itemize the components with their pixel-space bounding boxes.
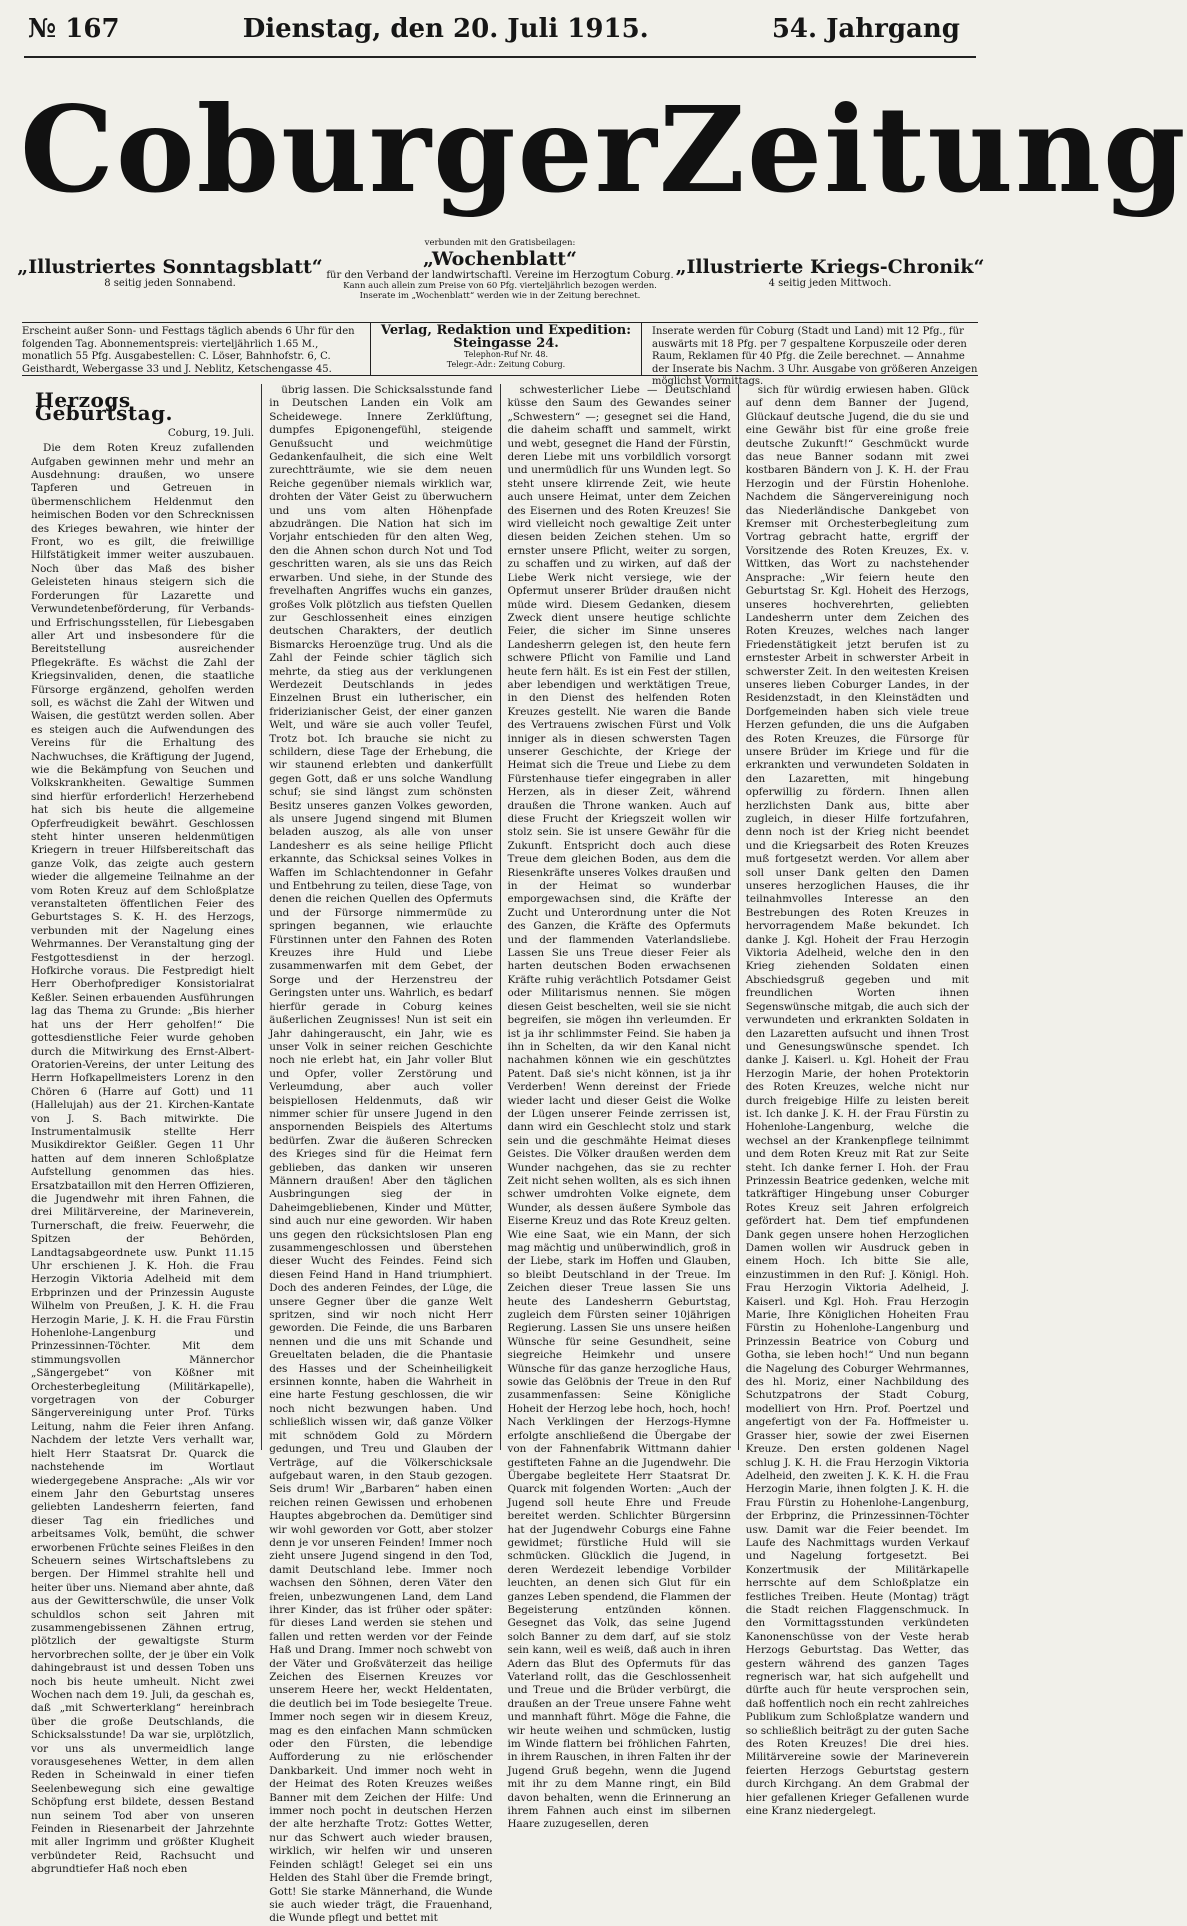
supplement-middle-pre: verbunden mit den Gratisbeilagen:	[424, 238, 576, 248]
supplement-left-note: 8 seitig jeden Sonnabend.	[104, 278, 236, 289]
article-headline: Herzogs Geburtstag.	[35, 388, 174, 426]
issue-date: Dienstag, den 20. Juli 1915.	[242, 14, 649, 44]
column-3-text: schwesterlicher Liebe — Deutschland küsse den Saum des Gewandes seiner „Schwestern“ —; gesegnet sei die Hand, die daheim schafft und sammelt, wirkt und webt, gesegnet die Hand der Fürstin, deren Liebe mit uns vorbildlich vorsorgt und unermüdlich für uns Wunden legt. So steht unsere klirrende Zeit, wie heute auch unsere Heimat, unter dem Zeichen des Eisernen und des Roten Kreuzes! Sie wird vielleicht noch gewaltige Zeit unter diesen beiden Zeichen stehen. Um so ernster unsere Pflicht, weiter zu sorgen, zu schaffen und zu wirken, auf daß der Liebe Werk nicht versiege, wie der Opfermut unserer Brüder draußen nicht müde wird. Diesem Gedanken, diesem Zweck dient unsere heutige schlichte Feier, die sicher im Sinne unseres Landesherrn gelegen ist, den heute fern schwere Pflicht von Familie und Land heute fern hält. Es ist ein Fest der stillen, aber lebendigen und werktätigen Treue, in den Dienst des helfenden Roten Kreuzes gestellt. Nie waren die Bande des Vertrauens zwischen Fürst und Volk inniger als in diesen schwersten Tagen unserer Geschichte, der Kriege der Heimat sich die Treue und Liebe zu dem Fürstenhause tiefer eingegraben in aller Herzen, als in dieser Zeit, während draußen die Throne wanken. Auch auf diese Frucht der Kriegszeit wollen wir stolz sein. Sie ist unsere Gewähr für die Zukunft. Entspricht doch auch diese Treue dem gleichen Boden, aus dem die Riesenkräfte unseres Volkes draußen und in der Heimat so wunderbar emporgewachsen sind, die Kräfte der Zucht und Unterordnung unter die Not des Ganzen, die Kräfte des Opfermuts und der flammenden Vaterlandsliebe. Lassen Sie uns Treue dieser Feier als harten deutschen Boden erwachsenen Kräfte ruhig verächtlich Potsdamer Geist oder Militarismus nennen. Sie mögen diesen Geist beschelten, weil sie sie nicht begreifen, sie mögen ihn verleumden. Er ist ja ihr schlimmster Feind. Sie haben ja ihn in Schelten, da wir den Kanal nicht nachahmen können wie ein geschütztes Patent. Daß sie's nicht können, ist ja ihr Verderben! Wenn dereinst der Friede wieder lacht und dieser Geist die Wolke der Lügen unserer Feinde zerrissen ist, dann wird ein Geschlecht stolz und stark sein und die geschmähte Heimat dieses Geistes. Die Völker draußen werden dem Wunder nachgehen, das sie zu rechter Zeit nicht sehen wollten, als es sich ihnen schwer umdrohten Volke eignete, dem Wunder, als dessen äußere Symbole das Eiserne Kreuz und das Rote Kreuz gelten. Wie eine Saat, wie ein Mann, der sich mag mächtig und unüberwindlich, groß in der Liebe, stark im Hoffen und Glauben, so bleibt Deutschland in der Treue. Im Zeichen dieser Treue lassen Sie uns heute des Landesherrn Geburtstag, zugleich dem Fürsten seiner 10jährigen Regierung. Lassen Sie uns unsere heißen Wünsche für seine Gesundheit, seine siegreiche Heimkehr und unsere Wünsche für das ganze herzogliche Haus, sowie das Gelöbnis der Treue in den Ruf zusammenfassen: Seine Königliche Hoheit der Herzog lebe hoch, hoch, hoch! Nach Verklingen der Herzogs-Hymne erfolgte anschließend die Übergabe der von der Fahnenfabrik Wittmann dahier gestifteten Fahne an die Jugendwehr. Die Übergabe begleitete Herr Staatsrat Dr. Quarck mit folgenden Worten: „Auch der Jugend soll heute Ehre und Freude bereitet werden. Schlichter Bürgersinn hat der Jugendwehr Coburgs eine Fahne gewidmet; fürstliche Huld will sie schmücken. Glücklich die Jugend, in deren Werdezeit lebendige Vorbilder leuchten, an denen sich Glut für ein ganzes Leben spendend, die Flammen der Begeisterung entzünden können. Gesegnet das Volk, das seine Jugend solch Banner zu dem darf, auf sie stolz sein kann, weil es weiß, daß auch in ihren Adern das Blut des Opfermuts für das Vaterland rollt, das die Geschlossenheit und Treue und die Brüder verbürgt, die draußen an der Treue unsere Fahne weht und mannhaft führt. Möge die Fahne, die wir heute weihen und schmücken, lustig im Winde flattern bei fröhlichen Fahrten, in ihrem Rauschen, in ihren Falten ihr der Jugend Gruß begehn, wenn die Jugend mit ihr zu dem Manne ringt, ein Bild davon behalten, wenn die Erinnerung an ihrem Fahnen auch einst im silbernen Haare zuzugesellen, deren	[507, 384, 731, 1831]
supplement-right-note: 4 seitig jeden Mittwoch.	[768, 278, 892, 289]
article-dateline: Coburg, 19. Juli.	[167, 426, 255, 439]
publisher-info	[370, 323, 642, 375]
dateline	[28, 14, 960, 54]
supplement-middle	[320, 238, 680, 316]
publisher-telephone: Telephon-Ruf Nr. 48.	[463, 350, 549, 359]
supplement-right	[675, 238, 985, 316]
supplements-bar	[17, 238, 985, 316]
supplement-middle-note-1: Kann auch allein zum Preise von 60 Pfg. vierteljährlich bezogen werden.	[343, 281, 657, 291]
masthead-right-word: Zeitung	[658, 80, 1187, 219]
masthead-left-word: Coburger	[20, 80, 659, 219]
volume-year: 54. Jahrgang	[771, 14, 960, 44]
supplement-left-title: „Illustriertes Sonntagsblatt“	[17, 256, 323, 278]
supplement-middle-sub: für den Verband der landwirtschaftl. Vereine im Herzogtum Coburg.	[326, 270, 674, 281]
supplement-left	[17, 238, 323, 316]
advertising-info: Inserate werden für Coburg (Stadt und Land) mit 12 Pfg., für auswärts mit 18 Pfg. per 7 gespaltene Korpuszeile oder deren Raum, Reklamen für 40 Pfg. die Zeile berechnet. — Annahme der Inserate bis Nachm. 3 Uhr. Ausgabe von größeren Anzeigen möglichst Vormittags.	[652, 326, 978, 387]
publisher-address: Steingasse 24.	[453, 335, 559, 351]
supplement-right-title: „Illustrierte Kriegs-Chronik“	[675, 256, 985, 278]
masthead	[20, 60, 1187, 240]
column-3	[500, 384, 738, 1831]
column-4-text: sich für würdig erwiesen haben. Glück auf denn dem Banner der Jugend, Glückauf deutsche Jugend, die du sie und eine Gewähr bist für eine große freie deutsche Zukunft!“ Geschmückt wurde das neue Banner sodann mit zwei kostbaren Bändern von J. K. H. der Frau Herzogin und der Fürstin Hohenlohe. Nachdem die Sängervereinigung noch das Niederländische Dankgebet von Kremser mit Orchesterbegleitung zum Vortrag gebracht hatte, ergriff der Vorsitzende des Roten Kreuzes, Ex. v. Wittken, das Wort zu nachstehender Ansprache: „Wir feiern heute den Geburtstag Sr. Kgl. Hoheit des Herzogs, unseres hochverehrten, geliebten Landesherrn unter dem Zeichen des Roten Kreuzes, welches nach langer Friedenstätigkeit jetzt berufen ist zu ernstester Arbeit in schwerster Arbeit in schwerster Zeit. In den weitesten Kreisen unseres lieben Coburger Landes, in der Residenzstadt, in den Kleinstädten und Dorfgemeinden haben sich viele treue Herzen gefunden, die uns die Aufgaben des Roten Kreuzes, die Fürsorge für unsere Brüder im Kriege und für die erkrankten und verwundeten Soldaten in den Lazaretten, mit hingebung opferwillig zu fördern. Ihnen allen herzlichsten Dank aus, bitte aber zugleich, in dieser Hilfe fortzufahren, denn noch ist der Krieg nicht beendet und die Kriegsarbeit des Roten Kreuzes muß fortgesetzt werden. Vor allem aber soll unser Dank gelten den Damen unseres herzoglichen Hauses, die ihr teilnahmvolles Interesse an den Bestrebungen des Roten Kreuzes in hervorragendem Maße bekundet. Ich danke J. Kgl. Hoheit der Frau Herzogin Viktoria Adelheid, welche den in den Krieg ziehenden Soldaten einen Abschiedsgruß gegeben und mit freundlichen Worten ihnen Segenswünsche mitgab, die auch sich der verwundeten und erkrankten Soldaten in den Lazaretten aufsucht und ihnen Trost und Genesungswünsche spendet. Ich danke J. Kaiserl. u. Kgl. Hoheit der Frau Herzogin Marie, der hohen Protektorin des Roten Kreuzes, welche nicht nur durch freigebige Hilfe zu leisten bereit ist. Ich danke J. K. H. der Frau Fürstin zu Hohenlohe-Langenburg, welche die wechsel an der Krankenpflege teilnimmt und dem Roten Kreuz mit Rat zur Seite steht. Ich danke ferner I. Hoh. der Frau Prinzessin Beatrice gedenken, welche mit tatkräftiger Hingebung unser Coburger Rotes Kreuz seit Jahren erfolgreich gefördert hat. Dem tief empfundenen Dank gegen unsere hohen Herzoglichen Damen wollen wir Ausdruck geben in einem Hoch. Ich bitte Sie alle, einzustimmen in den Ruf: J. Königl. Hoh. Frau Herzogin Viktoria Adelheid, J. Kaiserl. und Kgl. Hoh. Frau Herzogin Marie, Ihre Königlichen Hoheiten Frau Fürstin zu Hohenlohe-Langenburg und Prinzessin Beatrice von Coburg und Gotha, sie leben hoch!“ Und nun begann die Nagelung des Coburger Wehrmannes, des hl. Moriz, einer Nachbildung des Schutzpatrons der Stadt Coburg, modelliert von Hrn. Prof. Poertzel und angefertigt von der Fa. Hoffmeister u. Grasser hier, sowie der zwei Eisernen Kreuze. Den ersten goldenen Nagel schlug J. K. H. die Frau Herzogin Viktoria Adelheid, den zweiten J. K. K. H. die Frau Herzogin Marie, ihnen folgten J. K. H. die Frau Fürstin zu Hohenlohe-Langenburg, der Erbprinz, die Prinzessinnen-Töchter usw. Damit war die Feier beendet. Im Laufe des Nachmittags wurden Verkauf und Nagelung fortgesetzt. Bei Konzertmusik der Militärkapelle herrschte auf dem Schloßplatze ein festliches Treiben. Heute (Montag) trägt die Stadt reichen Flaggenschmuck. In den Vormittagsstunden verkündeten Kanonenschüsse von der Veste herab Herzogs Geburtstag. Das Wetter, das gestern während des ganzen Tages regnerisch war, hat sich aufgehellt und dürfte auch für heute versprochen sein, daß hoffentlich noch ein recht zahlreiches Publikum zum Schloßplatze wandern und so schließlich beiträgt zu der guten Sache des Roten Kreuzes! Die drei hies. Militärvereine sowie der Marineverein feierten Herzogs Geburtstag gestern durch Kirchgang. An dem Grabmal der hier gefallenen Krieger Gefallenen wurde eine Kranz niedergelegt.	[745, 384, 969, 1818]
column-1	[24, 384, 261, 1876]
column-1-text: Die dem Roten Kreuz zufallenden Aufgaben gewinnen mehr und mehr an Ausdehnung: draußen, wo unsere Tapferen und Getreuen in übermenschlichem Heldenmut den heimischen Boden vor den Schrecknissen des Krieges bewahren, wie hinter der Front, wo es gilt, die freiwillige Hilfstätigkeit immer weiter auszubauen. Noch über das Maß des bisher Geleisteten hinaus steigern sich die Forderungen für Lazarette und Verwundetenbeförderung, für Verbands- und Erfrischungsstellen, für Liebesgaben aller Art und insbesondere für die Bereitstellung ausreichender Pflegekräfte. Es wächst die Zahl der Kriegsinvaliden, denen, die staatliche Fürsorge ergänzend, geholfen werden soll, es wächst die Zahl der Witwen und Waisen, die gestützt werden sollen. Aber es steigen auch die Aufwendungen des Vereins für die Erhaltung des Nachwuchses, die Kräftigung der Jugend, wie die Bekämpfung von Seuchen und Volkskrankheiten. Gewaltige Summen sind hierfür erforderlich! Herzerhebend hat sich bis heute die allgemeine Opferfreudigkeit bewährt. Geschlossen steht hinter unseren heldenmütigen Kriegern in treuer Hilfsbereitschaft das ganze Volk, das zeigte auch gestern wieder die allgemeine Teilnahme an der vom Roten Kreuz auf dem Schloßplatze veranstalteten öffentlichen Feier des Geburtstages S. K. H. des Herzogs, verbunden mit der Nagelung eines Wehrmannes. Der Veranstaltung ging der Festgottesdienst in der herzogl. Hofkirche voraus. Die Festpredigt hielt Herr Oberhofprediger Konsistorialrat Keßler. Seinen erbauenden Ausführungen lag das Thema zu Grunde: „Bis hierher hat uns der Herr geholfen!“ Die gottesdienstliche Feier wurde gehoben durch die Mitwirkung des Ernst-Albert-Oratorien-Vereins, der unter Leitung des Herrn Hofkapellmeisters Lorenz in den Chören 6 (Harre auf Gott) und 11 (Hallelujah) aus der 21. Kirchen-Kantate von J. S. Bach mitwirkte. Die Instrumentalmusik stellte Herr Musikdirektor Geißler. Gegen 11 Uhr hatten auf dem inneren Schloßplatze Aufstellung genommen das hies. Ersatzbataillon mit den Herren Offizieren, die Jugendwehr mit ihren Fahnen, die drei Militärvereine, der Marineverein, Turnerschaft, die freiw. Feuerwehr, die Spitzen der Behörden, Landtagsabgeordnete usw. Punkt 11.15 Uhr erschienen J. K. Hoh. die Frau Herzogin Viktoria Adelheid mit dem Erbprinzen und der Prinzessin Auguste Wilhelm von Preußen, J. K. H. die Frau Herzogin Marie, J. K. H. die Frau Fürstin Hohenlohe-Langenburg und Prinzessinnen-Töchter. Mit dem stimmungsvollen Männerchor „Sängergebet“ von Kößner mit Orchesterbegleitung (Militärkapelle), vorgetragen von der Coburger Sängervereinigung unter Prof. Türks Leitung, nahm die Feier ihren Anfang. Nachdem der letzte Vers verhallt war, hielt Herr Staatsrat Dr. Quarck die nachstehende im Wortlaut wiedergegebene Ansprache: „Als wir vor einem Jahr den Geburtstag unseres geliebten Landesherrn feierten, fand dieser Tag ein friedliches und arbeitsames Volk, bemüht, die schwer erworbenen Früchte seines Fleißes in den Scheuern seines Wirtschaftslebens zu bergen. Der Himmel strahlte hell und heiter über uns. Niemand aber ahnte, daß aus der Gewitterschwüle, die unser Volk schuldlos schon seit Jahren mit zusammengebissenen Zähnen ertrug, plötzlich der gewaltigste Sturm hervorbrechen sollte, der je über ein Volk dahingebraust ist und dessen Toben uns noch bis heute umheult. Nicht zwei Wochen nach dem 19. Juli, da geschah es, daß „mit Schwerterklang“ hereinbrach über die große Deutschlands, die Schicksalsstunde! Da war sie, urplötzlich, vor uns als unvermeidlich lange vorausgesehenes Wetter, in dem allen Reden in Scheinwald in einer tiefen Seelenbewegung sich eine gewaltige Schöpfung erst bildete, dessen Bestand nun seinem Tod aber von unseren Feinden in Riesenarbeit der Jahrzehnte mit aller Ingrimm und größter Klugheit verbündeter Reid, Rachsucht und abgrundtiefer Haß noch eben	[31, 442, 255, 1876]
publisher-heading: Verlag, Redaktion und Expedition:	[380, 323, 632, 338]
column-2-text: übrig lassen. Die Schicksalsstunde fand in Deutschen Landen ein Volk am Scheidewege. Innere Zerklüftung, dumpfes Epigonengefühl, steigende Genußsucht und weichmütige Gedankenfaulheit, die sich eine Welt zurechtträumte, wie sie dem neuen Reiche gegenüber niemals wirklich war, drohten der Väter Geist zu überwuchern und uns vom alten Höhenpfade abzudrängen. Die Nation hat sich im Vorjahr entschieden für den alten Weg, den die Ahnen schon durch Not und Tod geschritten waren, als sie uns das Reich erwarben. Und siehe, in der Stunde des frevelhaften Angriffes wuchs ein ganzes, großes Volk plötzlich aus tiefsten Quellen zur Geschlossenheit eines einzigen deutschen Charakters, der deutlich Bismarcks Heroenzüge trug. Und als die Zahl der Feinde schier täglich sich mehrte, da stieg aus der verklungenen Werdezeit Deutschlands in jedes Einzelnen Brust ein lutherischer, ein friderizianischer Geist, der einer ganzen Welt, und wäre sie auch voller Teufel, Trotz bot. Ich brauche sie nicht zu schildern, diese Tage der Erhebung, die wir staunend erlebten und dankerfüllt gegen Gott, daß er uns solche Wandlung schuf; sie sind längst zum schönsten Besitz unseres ganzen Volkes geworden, als unsere Jugend singend mit Blumen beladen auszog, als alle von unser Landesherr es als seine heilige Pflicht erkannte, das Schicksal seines Volkes in Waffen im Schlachtendonner in Gefahr und Entbehrung zu teilen, diese Tage, von denen die reichen Quellen des Opfermuts und der Fürsorge nimmermüde zu springen begannen, wie erlauchte Fürstinnen unter den Fahnen des Roten Kreuzes ihre Huld und Liebe zusammenwarfen mit dem Gebet, der Sorge und der Herzenstreu der Geringsten unter uns. Wahrlich, es bedarf hierfür gerade in Coburg keines äußerlichen Zeugnisses! Nun ist seit ein Jahr dahingerauscht, ein Jahr, wie es unser Volk in seiner reichen Geschichte noch nie erlebt hat, ein Jahr voller Blut und Opfer, voller Zerstörung und Verleumdung, aber auch voller beispiellosen Heldenmuts, daß wir nimmer schier für unsere Jugend in den anspornenden Beispiels des Altertums bedürfen. Zwar die äußeren Schrecken des Krieges sind für die Heimat fern geblieben, das danken wir unseren Männern draußen! Aber den täglichen Ausbringungen sieg der in Daheimgebliebenen, Kinder und Mütter, sind auch nur eine geworden. Wir haben uns gegen den rücksichtslosen Plan eng zusammengeschlossen und überstehen dieser Wucht des Feindes. Feind sich diesen Feind Hand in Hand triumphiert. Doch des anderen Feindes, der Lüge, die unsere Gegner über die ganze Welt spritzen, sind wir noch nicht Herr geworden. Die Feinde, die uns Barbaren nennen und die uns mit Schande und Greueltaten beladen, die die Phantasie des Hasses und der Scheinheiligkeit ersinnen konnte, haben die Wahrheit in eine harte Festung geschlossen, die wir noch nicht bezwungen haben. Und schließlich wissen wir, daß ganze Völker mit schnödem Gold zu Mördern gedungen, und Treu und Glauben der Verträge, auf die Völkerschicksale aufgebaut waren, in den Staub gezogen. Seis drum! Wir „Barbaren“ haben einen reichen reinen Gewissen und erhobenen Hauptes abgebrochen da. Demütiger sind wir wohl geworden vor Gott, aber stolzer denn je vor unseren Feinden! Immer noch zieht unsere Jugend singend in den Tod, damit Deutschland lebe. Immer noch wachsen den Söhnen, deren Väter den freien, unbezwungenen Land, dem Land ihrer Kinder, das ist früher oder später: für dieses Land werden sie stehen und fallen und retten werden vor der Feinde Haß und Drang. Immer noch schwebt von der Väter und Großväterzeit das heilige Zeichen des Eisernen Kreuzes vor unserem Heere her, weckt Heldentaten, die deutlich bei im Tode besiegelte Treue. Immer noch segen wir in diesem Kreuz, mag es den einfachen Mann schmücken oder den Fürsten, die lebendige Aufforderung zu nie erlöschender Dankbarkeit. Und immer noch weht in der Heimat des Roten Kreuzes weißes Banner mit dem Zeichen der Hilfe: Und immer noch pocht in deutschen Herzen der alte herzhafte Trotz: Gottes Wetter, nur das Schwert auch wieder brausen, wirklich, wir helfen wir und unseren Feinden schlägt! Geleget sei ein uns Helden des Stahl über die Fremde bringt, Gott! Sie starke Männerhand, die Wunde sie auch wieder trägt, die Frauenhand, die Wunde pflegt und bettet mit	[269, 384, 493, 1925]
article-columns	[24, 384, 976, 1925]
issue-number: № 167	[28, 14, 120, 44]
info-bar	[22, 322, 978, 387]
supplement-middle-note-2: Inserate im „Wochenblatt“ werden wie in der Zeitung berechnet.	[359, 291, 641, 301]
column-4	[738, 384, 976, 1818]
column-2	[261, 384, 499, 1925]
supplement-middle-title: „Wochenblatt“	[423, 248, 577, 270]
top-rule	[24, 56, 976, 58]
publisher-telegram: Telegr.-Adr.: Zeitung Coburg.	[446, 360, 566, 369]
subscription-info: Erscheint außer Sonn- und Festtags täglich abends 6 Uhr für den folgenden Tag. Abonnementspreis: vierteljährlich 1.65 M., monatlich 55 Pfg. Ausgabestellen: C. Löser, Bahnhofstr. 6, C. Geisthardt, Webergasse 33 und J. Neblitz, Ketschengasse 45.	[22, 326, 355, 375]
